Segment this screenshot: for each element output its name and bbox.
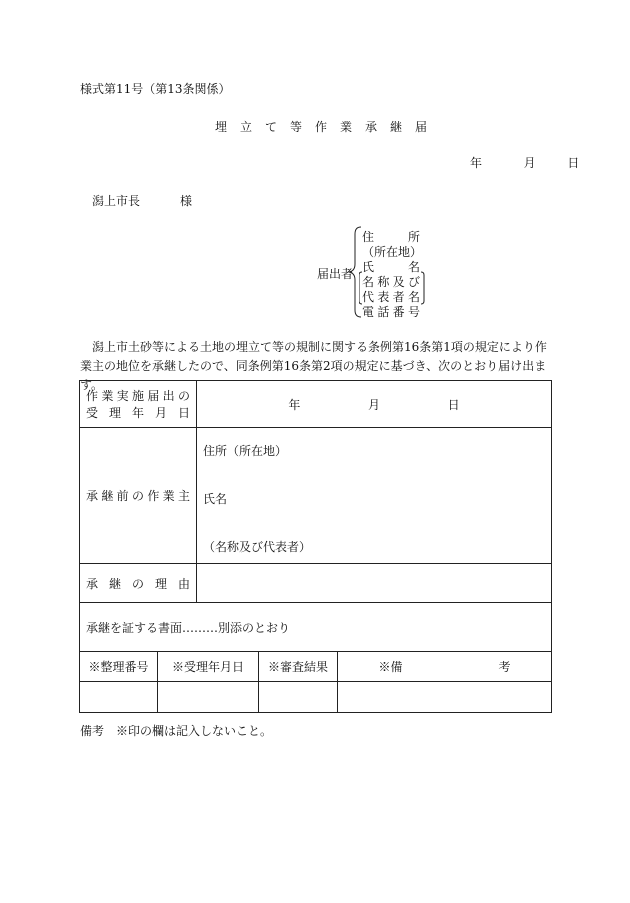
cell-notes[interactable] — [338, 682, 552, 713]
previous-operator-label: 承継前の作業主 — [80, 428, 197, 564]
cell-receipt-date[interactable] — [158, 682, 259, 713]
receipt-date-label: 作業実施届出の 受理年月日 — [80, 381, 197, 428]
previous-operator-name: 氏名 — [203, 492, 228, 506]
submitter-name: 氏名 — [362, 260, 420, 274]
header-receipt-date: ※受理年月日 — [158, 652, 259, 682]
previous-operator-cell[interactable] — [197, 428, 552, 564]
date-year-label: 年 — [470, 156, 483, 170]
office-use-table — [79, 651, 552, 713]
document-title: 埋立て等作業承継届 — [215, 120, 441, 134]
form-number: 様式第11号（第13条関係） — [80, 82, 231, 96]
proof-document-row: 承継を証する書面………別添のとおり — [80, 603, 552, 652]
header-notes: ※備 考 — [338, 652, 552, 682]
date-month-label: 月 — [523, 156, 536, 170]
cell-reference-number[interactable] — [80, 682, 158, 713]
addressee-honorific: 様 — [180, 194, 193, 208]
addressee — [92, 192, 192, 209]
submitter-representative: 代表者名 — [362, 290, 420, 304]
notification-table — [79, 380, 552, 652]
succession-reason-cell[interactable] — [197, 564, 552, 603]
succession-reason-label: 承継の理由 — [80, 564, 197, 603]
submitter-location: （所在地） — [362, 245, 423, 259]
body-paragraph: 潟上市土砂等による土地の埋立て等の規制に関する条例第16条第1項の規定により作業主の地位を承継したので、同条例第16条第2項の規定に基づき、次のとおり届け出ます。 — [80, 340, 547, 392]
receipt-year-label: 年 — [288, 397, 301, 412]
submission-date — [470, 154, 579, 171]
submitter-phone: 電話番号 — [362, 305, 420, 319]
header-review-result: ※審査結果 — [259, 652, 338, 682]
seal-box-icon — [359, 271, 425, 305]
header-reference-number: ※整理番号 — [80, 652, 158, 682]
remarks-note: 備考 ※印の欄は記入しないこと。 — [80, 724, 273, 738]
previous-operator-rep: （名称及び代表者） — [203, 540, 312, 554]
date-day-label: 日 — [567, 156, 580, 170]
receipt-day-label: 日 — [447, 397, 460, 412]
receipt-date-cell[interactable] — [197, 381, 552, 428]
addressee-name: 潟上市長 — [92, 194, 141, 208]
previous-operator-address: 住所（所在地） — [203, 444, 288, 458]
receipt-month-label: 月 — [367, 397, 380, 412]
submitter-label: 届出者 — [317, 267, 354, 281]
submitter-org-name: 名称及び — [362, 275, 420, 289]
cell-review-result[interactable] — [259, 682, 338, 713]
submitter-address: 住所 — [362, 230, 420, 244]
